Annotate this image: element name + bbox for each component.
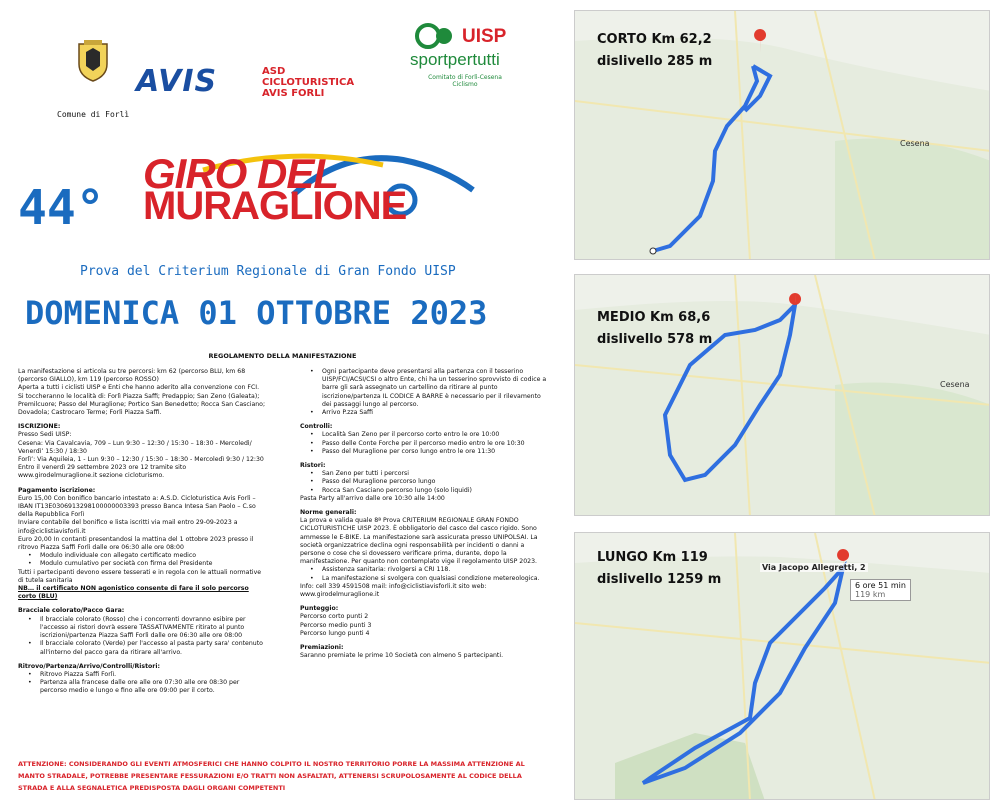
regulation-intro: La manifestazione si articola su tre percorsi: km 62 (percorso BLU, km 68 (percorso GIALLO), km 119 (percorso ROSSO) xyxy=(18,368,246,384)
comune-label: Comune di Forlì xyxy=(57,110,130,119)
uisp-logo xyxy=(410,22,520,92)
route-name: CORTO Km 62,2 xyxy=(597,32,712,47)
bullet-list xyxy=(300,368,548,417)
list-item: • San Zeno per tutti i percorsi xyxy=(300,470,548,478)
paragraph: Euro 20,00 In contanti presentandosi la mattina del 1 ottobre 2023 presso il ritrovo Piazza Saffi Forlì dalle ore 06:30 alle ore 08:00 xyxy=(18,535,254,552)
city-label: Cesena xyxy=(940,380,970,389)
tooltip-distance: 119 km xyxy=(855,590,886,599)
bullet-list xyxy=(18,616,266,657)
comune-crest-icon xyxy=(76,40,110,82)
bullet-list xyxy=(300,470,548,495)
list-item: • Il bracciale colorato (Verde) per l'accesso al pasta party sara' contenuto all'interno del pacco gara da ritirare all'arrivo. xyxy=(18,640,266,656)
logos-header xyxy=(70,22,520,102)
regulation-intro: Si toccheranno le località di: Forlì Piazza Saffi; Predappio; San Zeno (Galeata); Premilcuore; Passo del Muraglione; Portico San Benedetto; Rocca San Casciano; Dovadola; Castrocaro Terme; Forlì Piazza Saffi. xyxy=(18,392,266,417)
event-logo xyxy=(143,150,523,230)
section-heading: Ritrovo/Partenza/Arrivo/Controlli/Ristori: xyxy=(18,662,160,670)
list-item: • Partenza alla francese dalle ore alle ore 07:30 alle ore 08:30 per percorso medio e lungo e fino alle ore 09:00 per il corto. xyxy=(18,679,266,695)
paragraph: Percorso lungo punti 4 xyxy=(300,629,370,637)
route-elevation: dislivello 578 m xyxy=(597,332,713,347)
list-item: • Passo del Muraglione per corso lungo entro le ore 11:30 xyxy=(300,448,548,456)
bullet-list xyxy=(300,431,548,456)
list-item: • Località San Zeno per il percorso corto entro le ore 10:00 xyxy=(300,431,548,439)
route-elevation: dislivello 1259 m xyxy=(597,572,722,587)
paragraph: Forlì’: Via Aquileia, 1 - Lun 9:30 – 12:30 / 15:30 – 18:30 - Mercoledì 9:30 / 12:30 xyxy=(18,456,264,464)
bullet-list xyxy=(18,552,266,568)
avis-subtitle xyxy=(262,66,354,99)
list-item: • Rocca San Casciano percorso lungo (solo liquidi) xyxy=(300,487,548,495)
list-item: • La manifestazione si svolgera con qualsiasi condizione metereologica. xyxy=(300,575,548,583)
city-label: Cesena xyxy=(900,139,930,148)
route-label xyxy=(597,547,721,591)
list-item: • Arrivo P.zza Saffi xyxy=(300,409,548,417)
section-heading: Controlli: xyxy=(300,423,333,431)
route-label xyxy=(597,29,712,73)
event-title-line2: MURAGLIONE xyxy=(143,184,407,228)
regulation-title: REGOLAMENTO DELLA MANIFESTAZIONE xyxy=(208,352,357,360)
regulation-column-right xyxy=(300,368,548,661)
paragraph: Percorso corto punti 2 xyxy=(300,613,369,621)
list-item: • Ogni partecipante deve presentarsi alla partenza con il tesserino UISP/FCI/ACSI/CSI o altro Ente, chi ha un tesserino sprovvisto di codice a barre gli sarà assegnato un cartellino da ritirare al punto iscrizione/partenza IL CODICE A BARRE è necessario per il rilevamento dei passaggi lungo al percorso. xyxy=(300,368,548,409)
paragraph: Info: cell 339 4591508 mail: info@ciclistiavisforli.it sito web: www.girodelmuraglione.it xyxy=(300,582,487,599)
section-heading: Norme generali: xyxy=(300,509,357,517)
paragraph: Cesena: Via Cavalcavia, 709 – Lun 9:30 – 12:30 / 15:30 – 18:30 - Mercoledì/ Venerdì’ 15:30 / 18:30 xyxy=(18,439,252,455)
route-map-lungo[interactable] xyxy=(574,532,990,800)
bullet-list xyxy=(300,566,548,582)
section-heading: ISCRIZIONE: xyxy=(18,423,61,431)
paragraph: Tutti i partecipanti devono essere tesserati e in regola con le attuali normative di tutela sanitaria xyxy=(18,568,262,584)
regulation-column-left xyxy=(18,368,266,696)
event-date: DOMENICA 01 OTTOBRE 2023 xyxy=(25,294,488,332)
paragraph: Euro 15,00 Con bonifico bancario intestato a: A.S.D. Cicloturistica Avis Forlì – IBAN IT13E0306913298100000003393 presso Banca Intesa San Paolo – C.so della Repubblica Forlì xyxy=(18,494,256,519)
list-item: • Ritrovo Piazza Saffi Forlì. xyxy=(18,671,266,679)
edition-number: 44° xyxy=(18,180,105,236)
avis-logo: AVIS xyxy=(136,64,218,99)
route-elevation: dislivello 285 m xyxy=(597,54,713,69)
criterium-subtitle: Prova del Criterium Regionale di Gran Fondo UISP xyxy=(80,264,456,279)
paragraph: Inviare contabile del bonifico e lista iscritti via mail entro 29-09-2023 a info@ciclistiavisforli.it xyxy=(18,519,238,535)
section-heading: Premiazioni: xyxy=(300,644,344,652)
list-item: • Modulo cumulativo per società con firma del Presidente xyxy=(18,560,266,568)
avis-sub-line: AVIS FORLI xyxy=(262,88,325,99)
paragraph: NB… il certificato NON agonistico consente di fare il solo percorso corto (BLU) xyxy=(18,585,249,601)
paragraph: Presso Sedi UISP: xyxy=(18,431,72,439)
paragraph: La prova e valida quale 8ª Prova CRITERIUM REGIONALE GRAN FONDO CICLOTURISTICHE UISP 2023. È obbligatorio del casco del casco rigido. Sono ammesse le E-BIKE. La manifestazione sarà assicurata presso UNIPOLSAI. La società organizzatrice declina ogni responsabilità per incidenti o danni a persone o cose che si dovessero verificare prima, durante, dopo la manifestazione. Per quanto non contemplato vige il regolamento UISP 2023. xyxy=(300,517,538,566)
list-item: • Il bracciale colorato (Rosso) che i concorrenti dovranno esibire per l'accesso ai ristori dovrà essere TASSATIVAMENTE ritirato al punto iscrizioni/partenza Piazza Saffi Forlì dalle ore 06:30 alle ore 08:00 xyxy=(18,616,266,641)
tooltip-duration: 6 ore 51 min xyxy=(855,581,906,590)
paragraph: Percorso medio punti 3 xyxy=(300,621,372,629)
avis-sub-line: ASD xyxy=(262,66,286,77)
route-tooltip[interactable] xyxy=(850,579,911,601)
uisp-title: UISP xyxy=(462,26,507,47)
route-name: MEDIO Km 68,6 xyxy=(597,310,711,325)
uisp-subtitle: sportpertutti xyxy=(410,50,500,69)
section-heading: Bracciale colorato/Pacco Gara: xyxy=(18,607,125,615)
warning-notice: ATTENZIONE: CONSIDERANDO GLI EVENTI ATMOSFERICI CHE HANNO COLPITO IL NOSTRO TERRITORIO PORRE LA MASSIMA ATTENZIONE AL MANTO STRADALE, POTREBBE PRESENTARE FESSURAZIONI E/O TRATTI NON ASFALTATI, ATTENERSI SCRUPOLOSAMENTE AL CODICE DELLA STRADA E ALLA SEGNALETICA PREDISPOSTA DAGLI ORGANI COMPETENTI xyxy=(18,760,525,792)
paragraph: Entro il venerdì 29 settembre 2023 ore 12 tramite sito www.girodelmuraglione.it sezione cicloturismo. xyxy=(18,464,187,480)
section-heading: Ristori: xyxy=(300,462,326,470)
list-item: • Passo del Muraglione percorso lungo xyxy=(300,478,548,486)
list-item: • Modulo individuale con allegato certificato medico xyxy=(18,552,266,560)
section-heading: Pagamento iscrizione: xyxy=(18,486,96,494)
avis-sub-line: CICLOTURISTICA xyxy=(262,77,355,88)
regulation-intro: Aperta a tutti i ciclisti UISP e Enti che hanno aderito alla convenzione con FCI. xyxy=(18,384,260,392)
uisp-swirl-icon xyxy=(414,22,460,50)
section-heading: Punteggio: xyxy=(300,605,339,613)
bullet-list xyxy=(18,671,266,696)
route-name: LUNGO Km 119 xyxy=(597,550,708,565)
paragraph: Pasta Party all'arrivo dalle ore 10:30 alle 14:00 xyxy=(300,494,445,502)
paragraph: Saranno premiate le prime 10 Società con almeno 5 partecipanti. xyxy=(300,652,504,660)
street-label: Via Jacopo Allegretti, 2 xyxy=(762,563,866,572)
uisp-committee: Comitato di Forlì-Cesena Ciclismo xyxy=(428,74,502,88)
event-title-line1: GIRO DEL xyxy=(143,150,339,197)
list-item: • Assistenza sanitaria: rivolgersi a CRI 118. xyxy=(300,566,548,574)
list-item: • Passo delle Conte Forche per il percorso medio entro le ore 10:30 xyxy=(300,440,548,448)
route-map-corto[interactable] xyxy=(574,10,990,260)
route-label xyxy=(597,307,712,351)
route-map-medio[interactable] xyxy=(574,274,990,516)
